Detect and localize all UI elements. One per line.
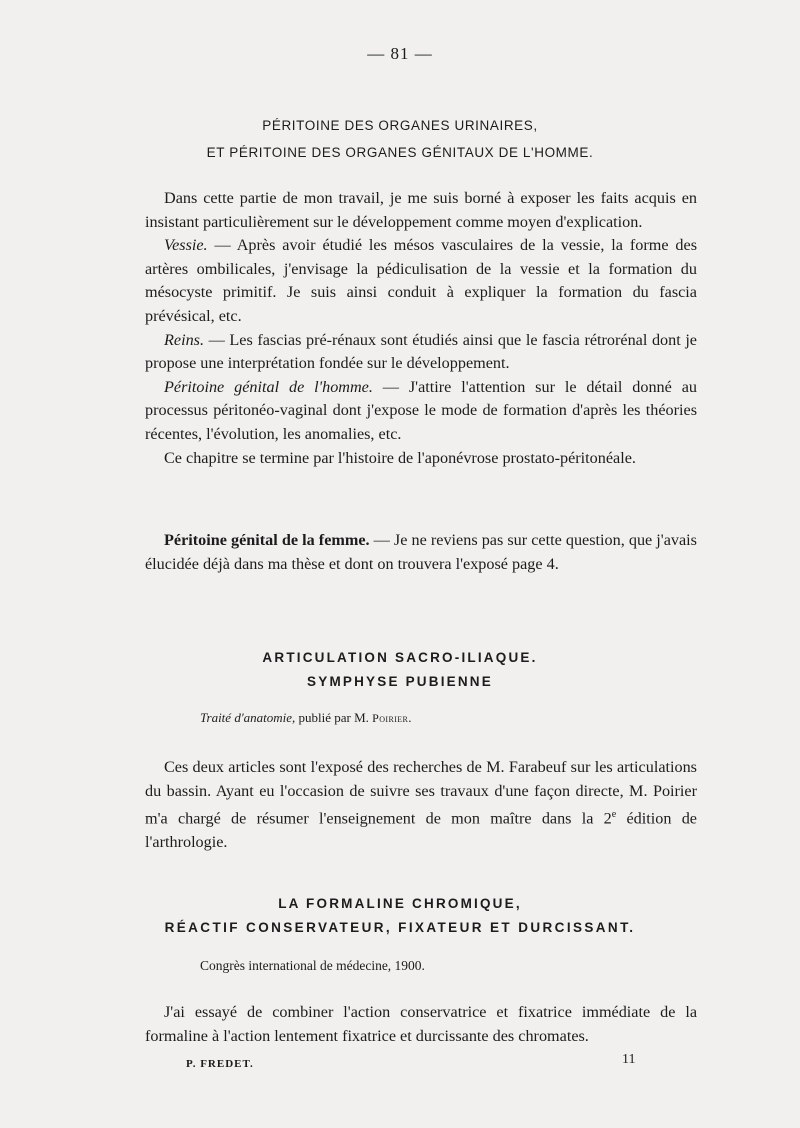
edition-superscript: e [611,809,617,821]
source-end: . [408,710,412,725]
articulation-paragraph [145,756,697,855]
source-author: Poirier [372,711,409,725]
source-title: Traité d'anatomie, [200,710,296,725]
reins-text: — Les fascias pré-rénaux sont étudiés ainsi que le fascia rétrorénal dont je propose une interprétation fondée sur le développement. [145,330,697,373]
section1-body [145,187,697,470]
vessie-text: — Après avoir étudié les mésos vasculaires de la vessie, la forme des artères ombilicales, j'envisage la pédiculisation de la vessie et la formation du mésocyste primitif. Je suis ainsi conduit à expliquer la formation du fascia prévésical, etc. [145,236,697,325]
formaline-paragraph: J'ai essayé de combiner l'action conservatrice et fixatrice immédiate de la formaline à l'action lentement fixatrice et durcissante des chromates. [145,1003,697,1045]
vessie-paragraph [145,234,697,328]
section3-source [200,710,412,726]
section4-source: Congrès international de médecine, 1900. [200,958,425,973]
section4-body [145,1001,697,1048]
section3-heading-line1: ARTICULATION SACRO-ILIAQUE. [262,650,538,665]
section2-body [145,529,697,576]
femme-paragraph [145,529,697,576]
reins-label: Reins. [164,330,205,349]
footer-author: P. FREDET. [186,1058,254,1070]
intro-paragraph: Dans cette partie de mon travail, je me suis borné à exposer les faits acquis en insistant particulièrement sur le développement comme moyen d'explication. [145,189,697,231]
section4-heading-line1: LA FORMALINE CHROMIQUE, [278,896,522,911]
section4-heading-line2: RÉACTIF CONSERVATEUR, FIXATEUR ET DURCISSANT. [164,920,636,935]
page-number: — 81 — [367,44,433,63]
articulation-text-b: édition de l'arthrologie. [145,809,697,852]
vessie-label: Vessie. [164,236,208,255]
articulation-text-a: Ces deux articles sont l'exposé des recherches de M. Farabeuf sur les articulations du bassin. Ayant eu l'occasion de suivre ses travaux d'une façon directe, M. Poirier m'a chargé de résumer l'enseignement de mon maître dans la 2 [145,758,697,828]
peritoine-homme-paragraph [145,376,697,447]
section1-heading-line1: PÉRITOINE DES ORGANES URINAIRES, [262,118,538,133]
reins-paragraph [145,329,697,376]
peritoine-homme-label: Péritoine génital de l'homme. [164,377,373,396]
source-publisher: publié par M. [295,710,373,725]
section1-heading-line2: ET PÉRITOINE DES ORGANES GÉNITAUX DE L'HOMME. [206,145,594,160]
peritoine-homme-text: — J'attire l'attention sur le détail donné au processus péritonéo-vaginal dont j'expose le mode de formation d'après les théories récentes, l'évolution, les anomalies, etc. [145,377,697,443]
conclusion-paragraph: Ce chapitre se termine par l'histoire de l'aponévrose prostato-péritonéale. [164,448,636,467]
femme-text: — Je ne reviens pas sur cette question, que j'avais élucidée déjà dans ma thèse et dont on trouvera l'exposé page 4. [145,531,697,573]
section3-body [145,756,697,855]
femme-label: Péritoine génital de la femme. [164,531,370,549]
signature-number: 11 [622,1052,636,1067]
section3-heading-line2: SYMPHYSE PUBIENNE [307,674,493,689]
